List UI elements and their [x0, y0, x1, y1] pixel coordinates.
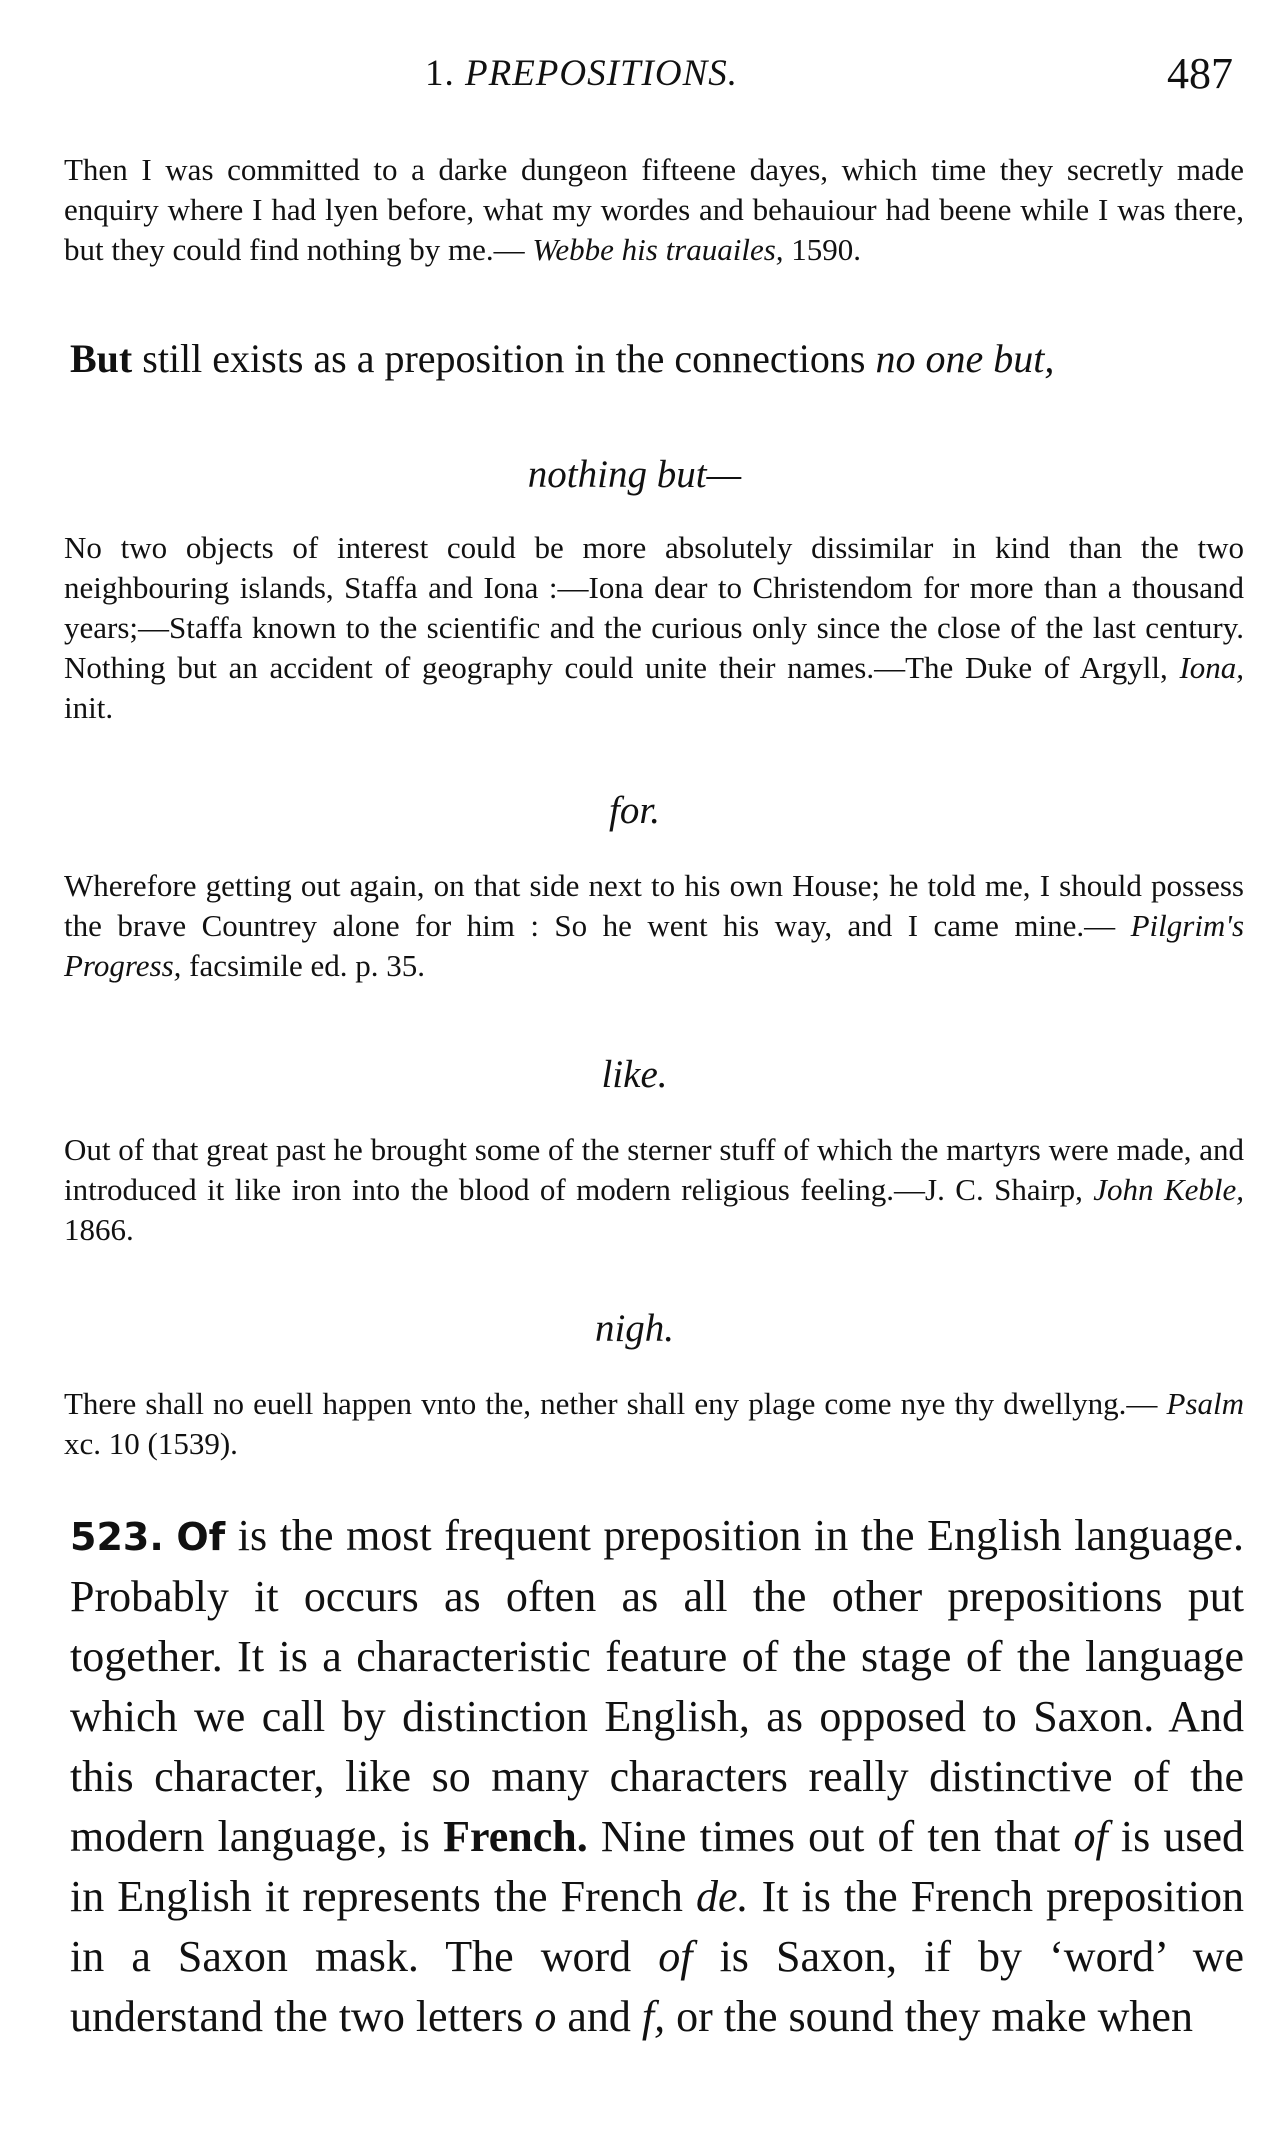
- running-header: [0, 44, 1269, 104]
- phrase-no-one-but: no one but,: [875, 336, 1055, 381]
- quote-text: No two objects of interest could be more absolutely dissimilar in kind than the two neighbouring islands, Staffa and Iona :—Iona dear to Christendom for more than a thousand years;—Staffa known to the scientific and the curious only since the close of the last century. Nothing but an accident of geography could unite their names.—The Duke of Argyll,: [64, 530, 1244, 685]
- paragraph-number: 523.: [70, 1515, 164, 1559]
- section-title-text: PREPOSITIONS.: [465, 53, 738, 94]
- quote-year: 1590.: [791, 232, 862, 267]
- quote-source: Psalm: [1166, 1386, 1245, 1421]
- but-paragraph: [22, 332, 1244, 386]
- quote-text: There shall no euell happen vnto the, nether shall eny plage come nye thy dwellyng.—: [64, 1386, 1158, 1421]
- but-text: still exists as a preposition in the connections: [142, 336, 866, 381]
- para-text-6: or the sound they make when: [676, 1992, 1193, 2041]
- and-word: and: [567, 1992, 631, 2041]
- de-italic: de.: [695, 1872, 749, 1921]
- quote-tail: xc. 10 (1539).: [64, 1426, 238, 1461]
- phrase-nothing-but: nothing but—: [527, 453, 742, 496]
- quote-source: Pilgrim's Progress,: [64, 908, 1245, 983]
- of-lead: Of: [176, 1515, 226, 1559]
- para-text-4: It is the French preposition in a Saxon mask. The word: [70, 1872, 1245, 1981]
- o-italic: o: [534, 1992, 557, 2041]
- quote-text: Wherefore getting out again, on that side next to his own House; he told me, I should possess the brave Countrey alone for him : So he went his way, and I came mine.—: [64, 868, 1244, 943]
- para-text-5: is Saxon, if by ‘word’ we understand the two letters: [70, 1932, 1245, 2041]
- quote-source: Iona,: [1179, 650, 1245, 685]
- heading-for: for.: [609, 789, 660, 832]
- but-lead: But: [70, 336, 133, 381]
- paragraph-523: [22, 1506, 1244, 2047]
- quote-text: Then I was committed to a darke dungeon fifteene dayes, which time they secretly made enquiry where I had lyen before, what my wordes and behauiour had beene while I was there, but they could find nothing by me.—: [64, 152, 1244, 267]
- of-italic-1: of: [1073, 1812, 1108, 1861]
- quote-source: Webbe his trauailes,: [532, 232, 784, 267]
- section-number: 1.: [425, 53, 455, 94]
- quote-pilgrim: [22, 866, 1244, 986]
- para-text-3: is used in English it represents the French: [70, 1812, 1245, 1921]
- quote-tail: init.: [64, 690, 114, 725]
- quote-tail: facsimile ed. p. 35.: [189, 948, 426, 983]
- quote-source: John Keble,: [1093, 1172, 1245, 1207]
- page-number: 487: [1167, 49, 1233, 98]
- quote-argyll: [22, 528, 1244, 728]
- section-title: [425, 52, 738, 95]
- f-italic: f,: [641, 1992, 666, 2041]
- quote-text: Out of that great past he brought some of the sterner stuff of which the martyrs were made, and introduced it like iron into the blood of modern religious feeling.—J. C. Shairp,: [64, 1132, 1244, 1207]
- heading-like: like.: [601, 1053, 668, 1096]
- para-text-1: is the most frequent preposition in the English language. Probably it occurs as often as all the other prepositions put together. It is a characteristic feature of the stage of the language which we call by distinction English, as opposed to Saxon. And this character, like so many characters really distinctive of the modern language, is: [70, 1511, 1245, 1861]
- quote-webbe: [22, 150, 1244, 270]
- quote-shairp: [22, 1130, 1244, 1250]
- para-text-2: Nine times out of ten that: [600, 1812, 1061, 1861]
- french-word: French.: [443, 1812, 588, 1861]
- heading-nigh: nigh.: [594, 1307, 675, 1350]
- quote-psalm: [22, 1384, 1244, 1464]
- quote-tail: 1866.: [64, 1212, 134, 1247]
- of-italic-2: of: [658, 1932, 693, 1981]
